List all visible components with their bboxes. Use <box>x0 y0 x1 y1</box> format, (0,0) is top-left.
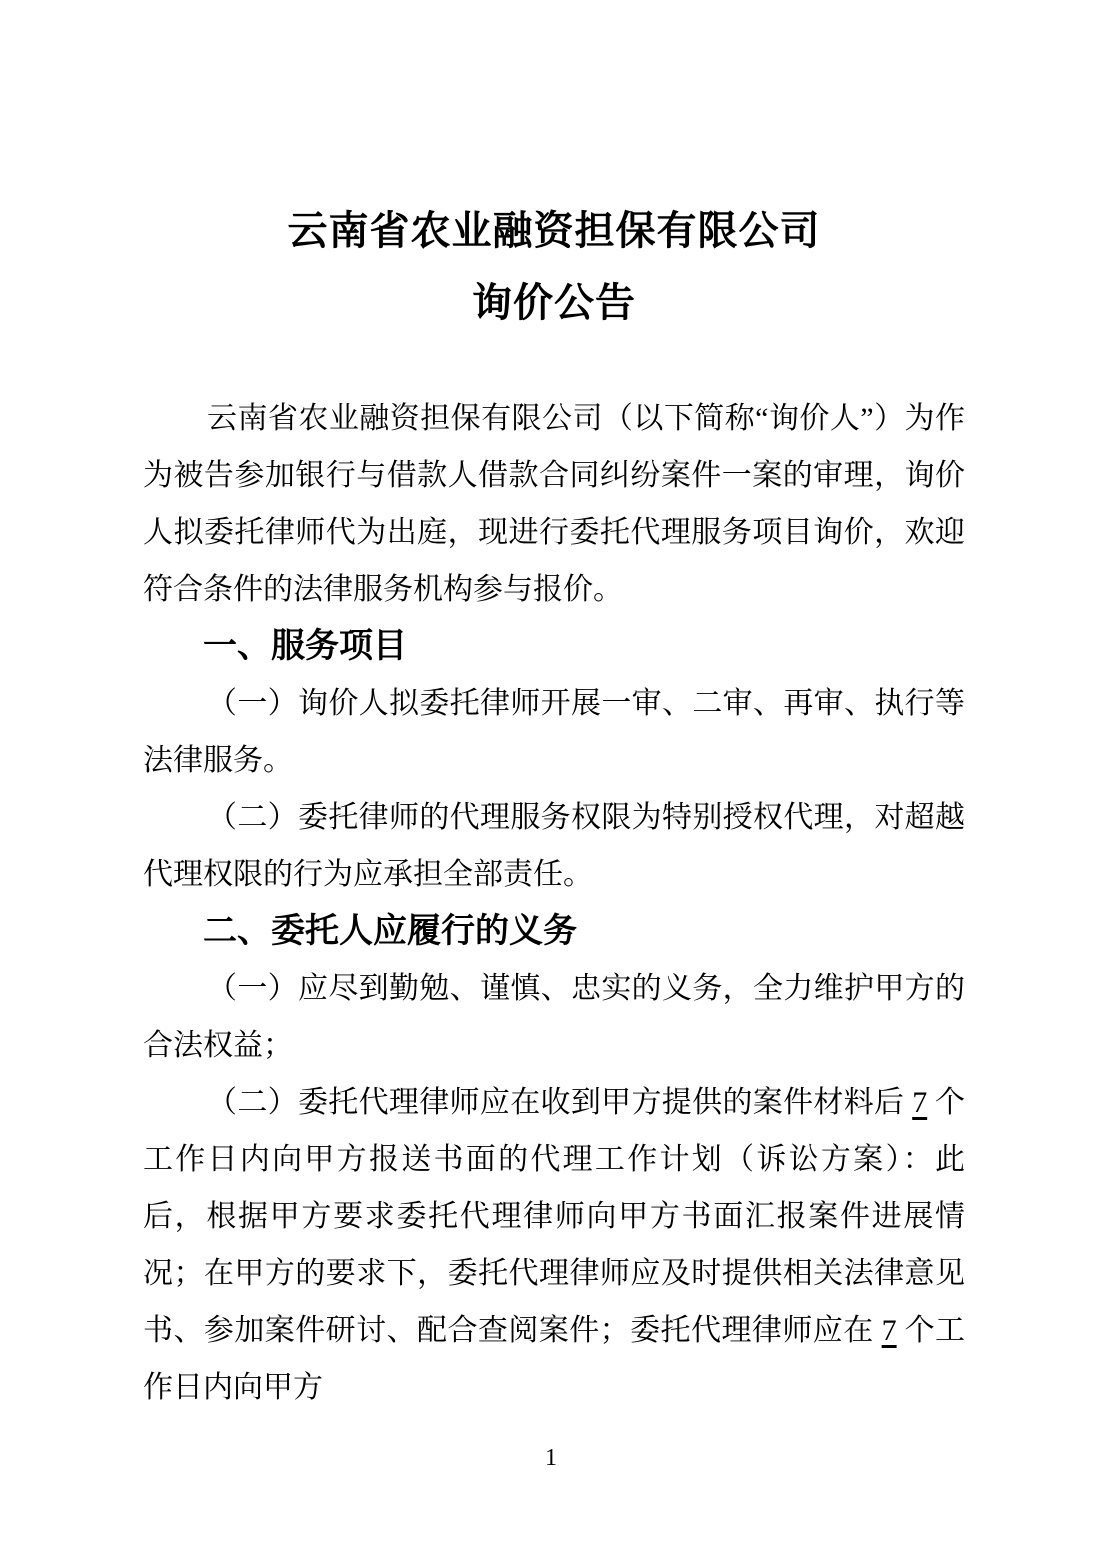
section2-item2 <box>143 1074 965 1416</box>
page-number: 1 <box>545 1445 557 1471</box>
doc-title-company: 云南省农业融资担保有限公司 <box>287 209 821 253</box>
document-body <box>143 390 965 1416</box>
doc-title-announcement: 询价公告 <box>472 281 636 325</box>
section1-item2: （二）委托律师的代理服务权限为特别授权代理，对超越代理权限的行为应承担全部责任。 <box>143 801 965 891</box>
underlined-days-first: 7 <box>912 1086 928 1119</box>
underlined-days-second: 7 <box>881 1314 897 1347</box>
section2-item2-text: 个工作日内向甲方报送书面的代理工作计划（诉讼方案）：此后，根据甲方要求委托代理律师向甲方书面汇报案件进展情况；在甲方的要求下，委托代理律师应及时提供相关法律意见书、参加案件研讨、配合查阅案件；委托代理律师应在 <box>143 1086 966 1347</box>
section1-heading: 一、服务项目 <box>203 627 407 665</box>
section2-item2-text: 个工作日内向甲方 <box>143 1314 966 1404</box>
section1-item1: （一）询价人拟委托律师开展一审、二审、再审、执行等法律服务。 <box>143 687 965 777</box>
intro-paragraph: 云南省农业融资担保有限公司（以下简称“询价人”）为作为被告参加银行与借款人借款合同纠纷案件一案的审理，询价人拟委托律师代为出庭，现进行委托代理服务项目询价，欢迎符合条件的法律服务机构参与报价。 <box>143 402 965 606</box>
section2-item1: （一）应尽到勤勉、谨慎、忠实的义务，全力维护甲方的合法权益； <box>143 972 965 1062</box>
section2-heading: 二、委托人应履行的义务 <box>203 912 577 950</box>
section2-item2-text: （二）委托代理律师应在收到甲方提供的案件材料后 <box>207 1086 913 1119</box>
